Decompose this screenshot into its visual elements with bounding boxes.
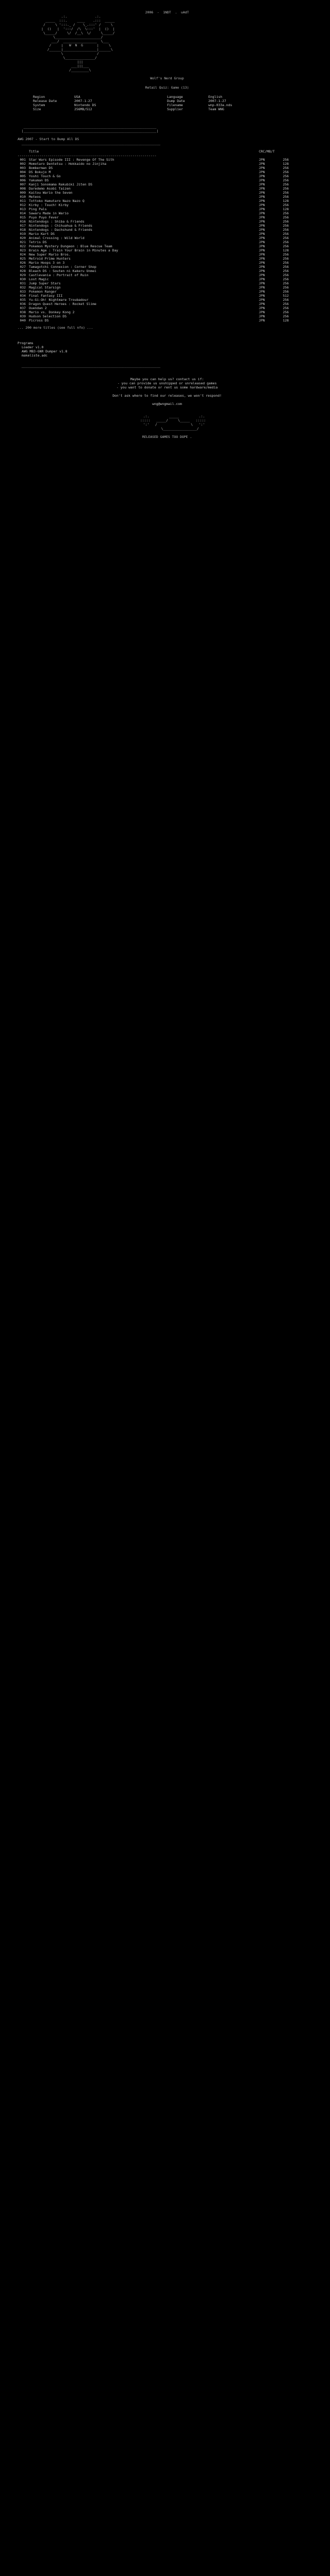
- release-title: Sawaru Made in Wario: [29, 211, 69, 215]
- release-number: 019: [20, 232, 26, 236]
- release-title: Bleach DS : Souten ni Kakeru Unmei: [29, 269, 96, 273]
- release-size: 256: [283, 252, 289, 257]
- release-region: JPN: [259, 207, 265, 211]
- release-number: 028: [20, 269, 26, 273]
- release-region: JPN: [259, 277, 265, 281]
- release-region: JPN: [259, 215, 265, 219]
- release-region: JPN: [259, 228, 265, 232]
- release-size: 256: [283, 273, 289, 277]
- release-number: 015: [20, 215, 26, 219]
- release-size: 256: [283, 219, 289, 224]
- release-title: Mario vs. Donkey Kong 2: [29, 310, 75, 314]
- release-title: Nintendogs : Dachshund & Friends: [29, 228, 93, 232]
- list-item: [18, 174, 317, 178]
- release-title: Metroid Prime Hunters: [29, 257, 71, 261]
- release-title: Final Fantasy III: [29, 294, 63, 298]
- ascii-logo: .:. .:. _____ :::. ____ .::: _____ / \ ':::._ / \_.:::' / \ | () | ':::/ /\ \:::' | () | \_____/ \/ /__\ \/ \_____/ \_______________________/ ___/ _________________ \___ / | W N G | \ /______|_________________|______\ \ / \_______________/ ||| ___|||___ /_________\: [41, 14, 115, 72]
- release-region: JPN: [259, 244, 265, 248]
- release-size: 256: [283, 187, 289, 191]
- release-region: JPN: [259, 252, 265, 257]
- release-region: JPN: [259, 298, 265, 302]
- release-number: 010: [20, 195, 26, 199]
- list-item: [18, 228, 317, 232]
- release-size: 256: [283, 265, 289, 269]
- release-title: Dragon Quest Heroes : Rocket Slime: [29, 302, 96, 306]
- release-number: 036: [20, 302, 26, 306]
- release-size: 256: [283, 298, 289, 302]
- release-region: JPN: [259, 314, 265, 318]
- release-title: Bomberman DS: [29, 166, 53, 170]
- release-number: 006: [20, 178, 26, 182]
- release-title: Daredemo Asobi Taizen: [29, 187, 71, 191]
- release-title: Lost Magic: [29, 277, 49, 281]
- footer-art: .:. _____ .:. ::::: _____/ \_____ ::::: ':' / \ ':' \_________________/: [140, 414, 206, 431]
- list-item: [18, 232, 317, 236]
- list-item: [18, 277, 317, 281]
- release-region: JPN: [259, 199, 265, 203]
- release-title: Brain Age : Train Your Brain in Minutes a Day: [29, 248, 119, 252]
- list-item: [18, 240, 317, 244]
- release-number: 037: [20, 306, 26, 310]
- release-size: 256: [283, 310, 289, 314]
- release-size: 512: [283, 294, 289, 298]
- release-title: Pokemon Ranger: [29, 290, 57, 294]
- release-size: 256: [283, 277, 289, 281]
- release-region: JPN: [259, 203, 265, 207]
- release-number: 029: [20, 273, 26, 277]
- release-size: 256: [283, 281, 289, 285]
- list-heading: AWG 2007 - Start to Bump All DS: [18, 137, 79, 141]
- release-size: 256: [283, 302, 289, 306]
- release-region: JPN: [259, 281, 265, 285]
- nfo-document: [18, 10, 317, 439]
- release-region: JPN: [259, 178, 265, 182]
- header-top-tag: 2006 - 1NDT . uAdT: [145, 10, 189, 14]
- release-title: Ouendan 2: [29, 306, 47, 310]
- release-number: 032: [20, 285, 26, 290]
- release-number: 018: [20, 228, 26, 232]
- release-number: 038: [20, 310, 26, 314]
- list-item: [18, 314, 317, 318]
- release-number: 016: [20, 219, 26, 224]
- release-size: 128: [283, 162, 289, 166]
- release-title: Tetris DS: [29, 240, 47, 244]
- more-note: ... 200 more titles (see full nfo) ...: [18, 326, 93, 330]
- release-size: 256: [283, 178, 289, 182]
- release-region: JPN: [259, 257, 265, 261]
- release-region: JPN: [259, 261, 265, 265]
- release-region: JPN: [259, 273, 265, 277]
- list-item: [18, 207, 317, 211]
- release-number: 003: [20, 166, 26, 170]
- info-value: 2007-1-27: [74, 99, 92, 103]
- release-size: 256: [283, 166, 289, 170]
- list-item: [18, 182, 317, 187]
- list-item: [18, 162, 317, 166]
- info-left: [33, 95, 167, 111]
- list-item: [18, 269, 317, 273]
- release-number: 039: [20, 314, 26, 318]
- release-size: 256: [283, 174, 289, 178]
- release-size: 256: [283, 170, 289, 174]
- message-line: Don't ask where to find our releases, we won't respond!: [112, 394, 222, 398]
- release-title: Yu-Gi-Oh! Nightmare Troubadour: [29, 298, 89, 302]
- list-item: [18, 199, 317, 203]
- program-item: makeliste.adc: [22, 353, 48, 358]
- release-region: JPN: [259, 269, 265, 273]
- release-region: JPN: [259, 170, 265, 174]
- list-item: [18, 273, 317, 277]
- release-size: 256: [283, 203, 289, 207]
- release-number: 007: [20, 182, 26, 187]
- info-key: Filename: [167, 103, 183, 107]
- release-number: 013: [20, 207, 26, 211]
- info-right: [167, 95, 301, 111]
- release-region: JPN: [259, 310, 265, 314]
- release-number: 031: [20, 281, 26, 285]
- release-size: 256: [283, 257, 289, 261]
- release-region: JPN: [259, 236, 265, 240]
- list-item: [18, 195, 317, 199]
- release-size: 256: [283, 244, 289, 248]
- release-size: 256: [283, 191, 289, 195]
- release-size: 256: [283, 228, 289, 232]
- release-region: JPN: [259, 240, 265, 244]
- release-region: JPN: [259, 290, 265, 294]
- release-size: 128: [283, 248, 289, 252]
- list-item: [18, 306, 317, 310]
- program-item: AWG MB3-GNR Dumper v1.8: [22, 349, 68, 353]
- list-item: [18, 170, 317, 174]
- list-item: [18, 265, 317, 269]
- release-region: JPN: [259, 294, 265, 298]
- release-number: 002: [20, 162, 26, 166]
- col-right: CRC/MB/T: [259, 149, 275, 154]
- release-region: JPN: [259, 285, 265, 290]
- release-region: JPN: [259, 182, 265, 187]
- release-region: JPN: [259, 224, 265, 228]
- section-divider: ______________________________________________________________________: [21, 364, 161, 368]
- release-title: Yakuman DS: [29, 178, 49, 182]
- release-number: 023: [20, 248, 26, 252]
- programs-title: Programs: [18, 341, 34, 345]
- list-item: [18, 248, 317, 252]
- message-line: - you want to donate or rent us some hardware/media: [116, 385, 218, 389]
- info-value: Nintendo DS: [74, 103, 96, 107]
- release-size: 128: [283, 318, 289, 323]
- release-title: Nintendogs : Shiba & Friends: [29, 219, 85, 224]
- release-number: 021: [20, 240, 26, 244]
- info-value: Team WNG: [208, 107, 224, 111]
- list-item: [18, 187, 317, 191]
- release-region: JPN: [259, 158, 265, 162]
- group-line: Wolf's Nerd Group: [150, 76, 184, 80]
- list-item: [18, 178, 317, 182]
- message-line: - you can provide us unshipped or unreleased games: [117, 381, 217, 385]
- release-number: 005: [20, 174, 26, 178]
- release-title: New Super Mario Bros.: [29, 252, 71, 257]
- release-title: Pokemon Mystery Dungeon : Blue Rescue Team: [29, 244, 112, 248]
- release-size: 256: [283, 158, 289, 162]
- contact-email: wng@wngmail.com: [152, 402, 182, 406]
- release-size: 256: [283, 314, 289, 318]
- list-item: [18, 252, 317, 257]
- release-region: JPN: [259, 187, 265, 191]
- release-number: 035: [20, 298, 26, 302]
- release-region: JPN: [259, 219, 265, 224]
- release-region: JPN: [259, 191, 265, 195]
- release-size: 256: [283, 215, 289, 219]
- release-title: DS Bokujo M: [29, 170, 51, 174]
- release-title: Puyo Puyo Fever: [29, 215, 59, 219]
- release-size: 256: [283, 232, 289, 236]
- list-item: [18, 302, 317, 306]
- release-number: 022: [20, 244, 26, 248]
- release-size: 256: [283, 285, 289, 290]
- release-title: Castlevania : Portrait of Ruin: [29, 273, 89, 277]
- list-item: [18, 257, 317, 261]
- bottom-tag: RELEASED GAMES TOO DOPE .: [142, 435, 192, 439]
- list-item: [18, 298, 317, 302]
- release-number: 008: [20, 187, 26, 191]
- release-number: 009: [20, 191, 26, 195]
- release-region: JPN: [259, 195, 265, 199]
- footer: [18, 341, 317, 358]
- list-item: [18, 281, 317, 285]
- release-size: 256: [283, 236, 289, 240]
- release-title: Tamagotchi Connexion : Corner Shop: [29, 265, 96, 269]
- release-number: 001: [20, 158, 26, 162]
- release-size: 128: [283, 199, 289, 203]
- release-size: 128: [283, 207, 289, 211]
- release-title: Picross DS: [29, 318, 49, 323]
- release-region: JPN: [259, 211, 265, 215]
- col-title: Title: [29, 149, 39, 154]
- release-number: 012: [20, 203, 26, 207]
- release-region: JPN: [259, 302, 265, 306]
- release-number: 020: [20, 236, 26, 240]
- release-region: JPN: [259, 318, 265, 323]
- section-divider: ----------------------------------------------------------------------: [18, 154, 157, 158]
- release-title: Mario Kart DS: [29, 232, 55, 236]
- message-line: Maybe you can help us? contact us if:: [130, 377, 204, 381]
- list-item: [18, 211, 317, 215]
- release-title: Hudson Selection DS: [29, 314, 67, 318]
- info-value: English: [208, 95, 222, 99]
- info-key: Region: [33, 95, 45, 99]
- contact-message: [18, 377, 317, 406]
- release-number: 014: [20, 211, 26, 215]
- release-number: 033: [20, 290, 26, 294]
- list-item: [18, 215, 317, 219]
- release-number: 025: [20, 257, 26, 261]
- release-number: 024: [20, 252, 26, 257]
- release-title: Animal Crossing : Wild World: [29, 236, 85, 240]
- release-title: Mario Hoops 3 on 3: [29, 261, 65, 265]
- info-key: Supplier: [167, 107, 183, 111]
- release-region: JPN: [259, 162, 265, 166]
- info-value: 2007-1-27: [208, 99, 226, 103]
- release-number: 027: [20, 265, 26, 269]
- release-title: Kanji Sonomama Rakubiki Jiten DS: [29, 182, 93, 187]
- release-title: Meteos: [29, 195, 41, 199]
- release-number: 004: [20, 170, 26, 174]
- list-item: [18, 191, 317, 195]
- info-key: Dump Date: [167, 99, 185, 103]
- release-region: JPN: [259, 248, 265, 252]
- list-item: [18, 166, 317, 170]
- info-value: wnp-033a.nds: [208, 103, 233, 107]
- release-region: JPN: [259, 265, 265, 269]
- release-number: 026: [20, 261, 26, 265]
- list-item: [18, 219, 317, 224]
- release-title: Momotaro Dentetsu : Hokkaido no Jinjiha: [29, 162, 107, 166]
- release-size: 256: [283, 224, 289, 228]
- release-region: JPN: [259, 232, 265, 236]
- list-header: [18, 149, 317, 154]
- section-divider: ______________________________________________________________________: [21, 141, 161, 145]
- release-region: JPN: [259, 174, 265, 178]
- list-item: [18, 310, 317, 314]
- release-size: 256: [283, 211, 289, 215]
- release-title: Ping Pals: [29, 207, 47, 211]
- list-item: [18, 318, 317, 323]
- list-item: [18, 261, 317, 265]
- release-title: Yoshi Touch & Go: [29, 174, 61, 178]
- list-item: [18, 294, 317, 298]
- list-item: [18, 285, 317, 290]
- release-number: 040: [20, 318, 26, 323]
- release-title: Magical Starsign: [29, 285, 61, 290]
- info-value: 256MB/512: [74, 107, 92, 111]
- release-size: 256: [283, 269, 289, 273]
- section-divider: ___________________________________________________________________ |___________________________________________________________________|: [21, 125, 159, 133]
- release-title: Kaitou Wario the Seven: [29, 191, 73, 195]
- release-info: [18, 95, 317, 111]
- info-value: USA: [74, 95, 80, 99]
- info-title: Retail Quiz: Game (13): [145, 86, 189, 90]
- info-key: Release Date: [33, 99, 57, 103]
- release-region: JPN: [259, 306, 265, 310]
- release-size: 256: [283, 240, 289, 244]
- program-item: Loader v1.0: [22, 345, 44, 349]
- info-key: Size: [33, 107, 41, 111]
- release-size: 256: [283, 261, 289, 265]
- release-region: JPN: [259, 166, 265, 170]
- info-key: System: [33, 103, 45, 107]
- list-item: [18, 244, 317, 248]
- info-key: Language: [167, 95, 183, 99]
- release-title: Star Wars Episode III : Revenge Of The Sith: [29, 158, 114, 162]
- release-title: Kirby : Touch! Kirby: [29, 203, 69, 207]
- release-title: Tottoko Hamutaro Nazo Nazo Q: [29, 199, 85, 203]
- release-size: 256: [283, 182, 289, 187]
- release-list: [18, 158, 317, 323]
- release-size: 256: [283, 290, 289, 294]
- release-size: 256: [283, 306, 289, 310]
- list-item: [18, 236, 317, 240]
- list-item: [18, 203, 317, 207]
- release-number: 017: [20, 224, 26, 228]
- release-number: 030: [20, 277, 26, 281]
- list-item: [18, 290, 317, 294]
- release-title: Nintendogs : Chihuahua & Friends: [29, 224, 93, 228]
- list-item: [18, 224, 317, 228]
- list-item: [18, 158, 317, 162]
- release-title: Jump Super Stars: [29, 281, 61, 285]
- release-number: 034: [20, 294, 26, 298]
- release-number: 011: [20, 199, 26, 203]
- release-size: 256: [283, 195, 289, 199]
